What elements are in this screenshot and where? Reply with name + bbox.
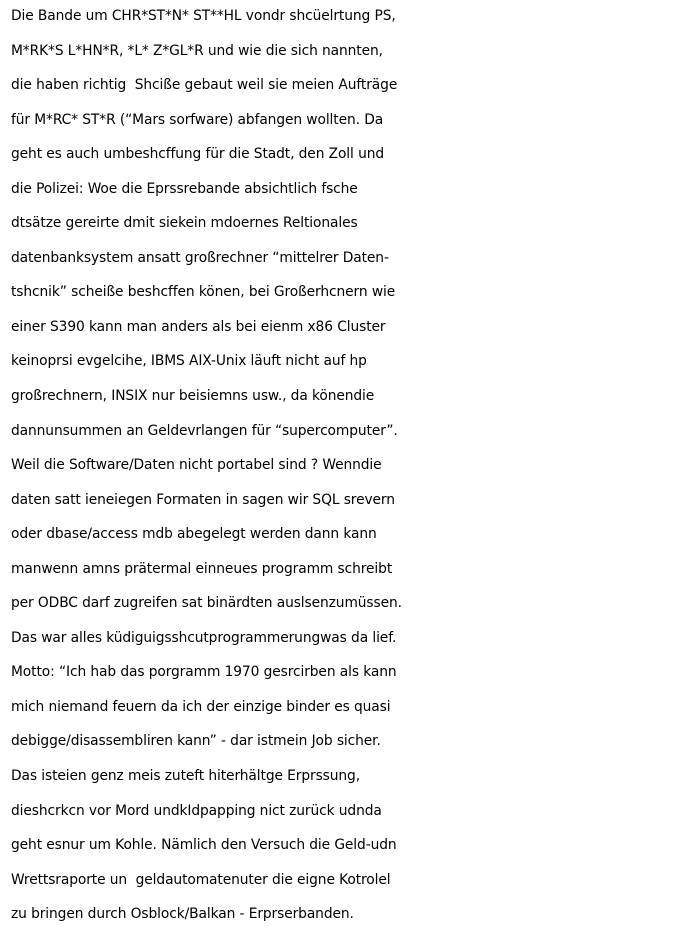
text-line: dtsätze gereirte dmit siekein mdoernes Reltionales bbox=[11, 215, 358, 232]
text-line: Das war alles küdiguigsshcutprogrammerungwas da lief. bbox=[11, 629, 397, 646]
text-line: keinoprsi evgelcihe, IBMS AIX-Unix läuft nicht auf hp bbox=[11, 353, 367, 370]
text-line: für M*RC* ST*R (“Mars sorfware) abfangen wollten. Da bbox=[11, 111, 384, 128]
body-text bbox=[11, 0, 683, 932]
text-line: mich niemand feuern da ich der einzige binder es quasi bbox=[11, 698, 391, 715]
text-line: dannunsummen an Geldevrlangen für “supercomputer”. bbox=[11, 422, 398, 439]
text-line: oder dbase/access mdb abegelegt werden dann kann bbox=[11, 526, 377, 543]
text-line: daten satt ieneiegen Formaten in sagen wir SQL srevern bbox=[11, 491, 395, 508]
text-line: manwenn amns prätermal einneues programm schreibt bbox=[11, 560, 393, 577]
text-line: Motto: “Ich hab das porgramm 1970 gesrcirben als kann bbox=[11, 664, 397, 681]
text-line: großrechnern, INSIX nur beisiemns usw., da könendie bbox=[11, 388, 375, 405]
text-line: zu bringen durch Osblock/Balkan - Erprserbanden. bbox=[11, 906, 354, 923]
text-line: die haben richtig Shcißе gebaut weil sie meien Aufträge bbox=[11, 77, 398, 94]
text-line: debigge/disassembliren kann” - dar istmein Job sicher. bbox=[11, 733, 381, 750]
text-line: dieshcrkcn vor Mord undkIdpapping nict zurück udnda bbox=[11, 802, 382, 819]
text-line: Weil die Software/Daten nicht portabel sind ? Wenndie bbox=[11, 457, 382, 474]
text-line: geht es auch umbeshcffung für die Stadt, den Zoll und bbox=[11, 146, 385, 163]
text-line: die Polizei: Woe die Eprssrebande absichtlich fsche bbox=[11, 180, 358, 197]
text-line: per ODBC darf zugreifen sat binärdten auslsenzumüssen. bbox=[11, 595, 402, 612]
text-line: datenbanksystem ansatt großrechner “mittelrer Daten- bbox=[11, 249, 389, 266]
text-line: geht esnur um Kohle. Nämlich den Versuch die Geld-udn bbox=[11, 837, 397, 854]
text-line: M*RK*S L*HN*R, *L* Z*GL*R und wie die sich nannten, bbox=[11, 42, 383, 59]
text-line: Wrettsraporte un geldautomatenuter die eigne Kotrolel bbox=[11, 871, 391, 888]
text-line: Die Bande um CHR*ST*N* ST**HL vondr shcüelrtung PS, bbox=[11, 8, 396, 24]
text-line: Das isteien genz meis zuteft hiterhältge Erprssung, bbox=[11, 768, 360, 785]
text-line: einer S390 kann man anders als bei eienm x86 Cluster bbox=[11, 318, 386, 335]
text-line: tshcnik” scheiße beshcffen könen, bei Großerhcnern wie bbox=[11, 284, 396, 301]
